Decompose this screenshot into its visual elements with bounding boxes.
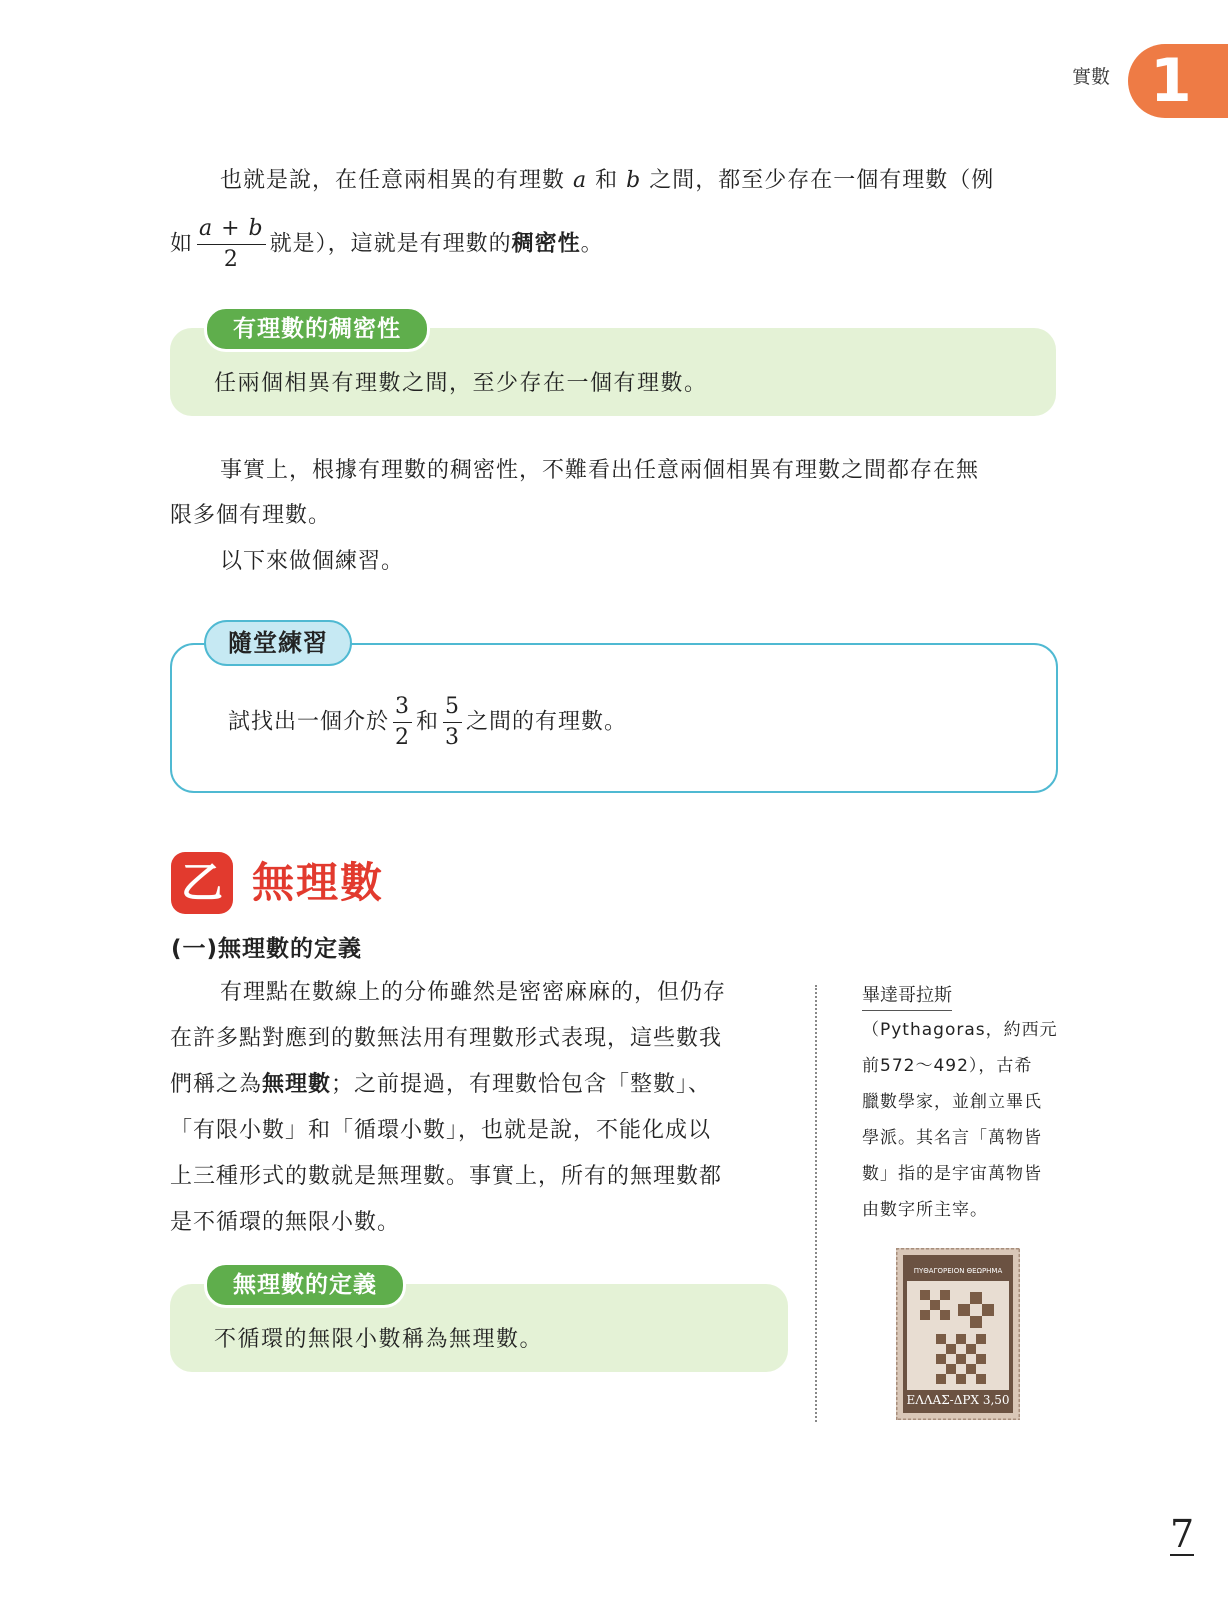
definition-box-text: 不循環的無限小數稱為無理數。	[214, 1327, 544, 1352]
definition-box-tag: 無理數的定義	[204, 1262, 406, 1308]
sidebar-line: 學派。其名言「萬物皆	[862, 1128, 1042, 1148]
practice-tag: 隨堂練習	[204, 620, 352, 666]
page-number: 7	[1170, 1512, 1195, 1556]
intro-text: 。	[580, 231, 604, 257]
sidebar-line: （Pythagoras，約西元	[862, 1020, 1058, 1040]
chapter-name: 實數	[1072, 66, 1111, 88]
practice-text: 試找出一個介於	[228, 709, 390, 735]
subsection-title: (一)無理數的定義	[171, 936, 363, 962]
irr-line-5: 上三種形式的數就是無理數。事實上，所有的無理數都	[170, 1164, 723, 1189]
chapter-number: 1	[1150, 46, 1192, 116]
practice-text: 和	[416, 709, 440, 735]
section-icon: 乙	[171, 852, 233, 914]
irr-text: ；之前提過，有理數恰包含「整數」、	[331, 1072, 712, 1097]
irr-line-3	[170, 1062, 711, 1108]
intro-text: 如	[170, 231, 194, 257]
section-title: 無理數	[252, 858, 385, 907]
sidebar-line: 由數字所主宰。	[862, 1200, 988, 1220]
fraction-a-plus-b	[197, 214, 266, 275]
bold-term: 稠密性	[511, 231, 581, 257]
intro-line-2	[170, 214, 604, 275]
intro-text: 就是），這就是有理數的	[269, 231, 512, 257]
intro-text: 和	[587, 168, 627, 193]
fraction-3-2	[393, 692, 412, 753]
fraction-5-3	[443, 692, 462, 753]
practice-text: 之間的有理數。	[466, 709, 628, 735]
irr-text: 們稱之為	[170, 1072, 263, 1097]
fraction-denominator: 2	[223, 247, 239, 272]
irr-line-2: 在許多點對應到的數無法用有理數形式表現，這些數我	[170, 1026, 723, 1051]
sidebar-text	[862, 1012, 1062, 1228]
fraction-numerator: a + b	[197, 214, 266, 245]
fraction-denominator: 2	[395, 725, 411, 750]
pythagoras-stamp-image	[896, 1248, 1020, 1420]
variable-a: a	[573, 168, 588, 193]
variable-b: b	[626, 168, 642, 193]
sidebar-title: 畢達哥拉斯	[862, 982, 952, 1011]
sidebar-line: 前572～492），古希	[862, 1056, 1033, 1076]
para2-line-1: 事實上，根據有理數的稠密性，不難看出任意兩個相異有理數之間都存在無	[220, 458, 980, 483]
practice-question	[228, 692, 627, 753]
intro-text: 之間，都至少存在一個有理數（例	[641, 168, 995, 193]
fraction-numerator: 5	[443, 692, 462, 723]
sidebar-line: 數」指的是宇宙萬物皆	[862, 1164, 1042, 1184]
density-box-text: 任兩個相異有理數之間，至少存在一個有理數。	[214, 371, 708, 396]
intro-line-1	[220, 158, 994, 204]
para2-line-2: 限多個有理數。	[170, 503, 332, 528]
fraction-numerator: 3	[393, 692, 412, 723]
para2-line-3: 以下來做個練習。	[220, 549, 405, 574]
fraction-denominator: 3	[445, 725, 461, 750]
irr-line-4: 「有限小數」和「循環小數」，也就是說，不能化成以	[170, 1118, 712, 1143]
stamp-top-text: ΠΥΘΑΓΟΡΕΙΟΝ ΘΕΩΡΗΜΑ	[913, 1267, 1003, 1275]
sidebar-line: 臘數學家，並創立畢氏	[862, 1092, 1042, 1112]
density-box-tag: 有理數的稠密性	[204, 306, 430, 352]
stamp-bottom-text: ΕΛΛΑΣ-ΔΡΧ 3,50	[906, 1393, 1010, 1407]
irr-line-1: 有理點在數線上的分佈雖然是密密麻麻的，但仍存	[220, 980, 727, 1005]
sidebar-divider	[815, 985, 817, 1422]
bold-term: 無理數	[262, 1072, 332, 1097]
irr-line-6: 是不循環的無限小數。	[170, 1210, 401, 1235]
intro-text: 也就是說，在任意兩相異的有理數	[220, 168, 573, 193]
